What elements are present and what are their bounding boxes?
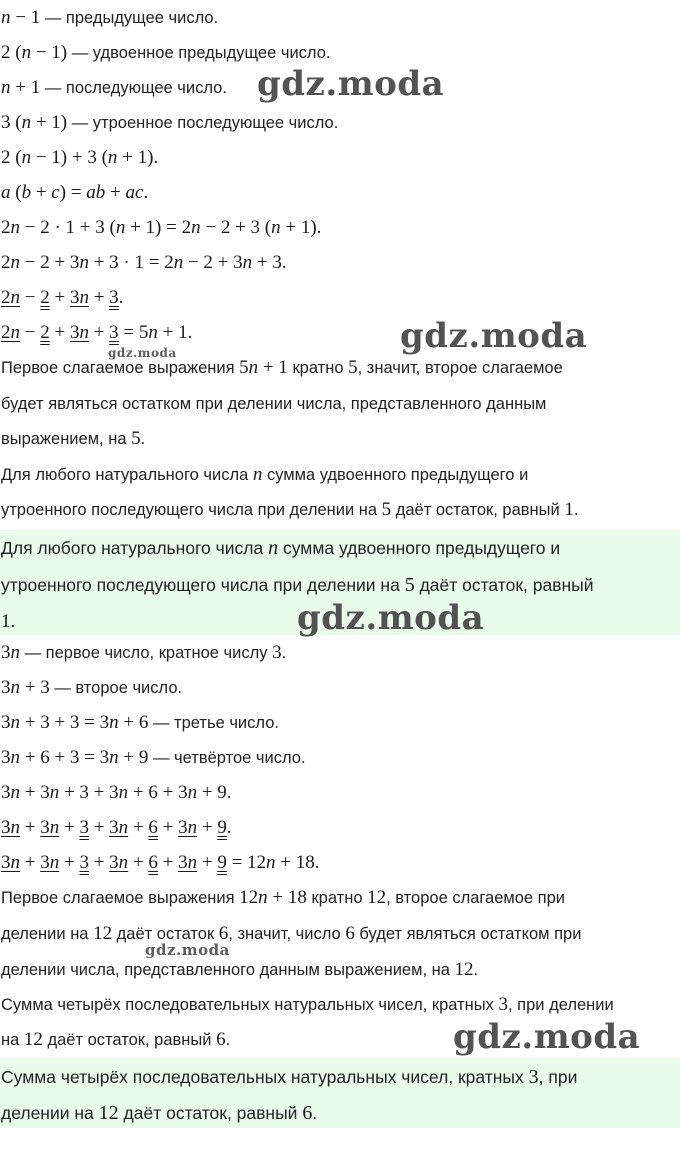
explain-line-3: выражением, на 5.: [1, 428, 146, 449]
formula-sum-four-result: 3n + 3n + 3 + 3n + 6 + 3n + 9 = 12n + 18.: [1, 852, 320, 873]
formula-sum-four: 3n + 3n + 3 + 3n + 6 + 3n + 9.: [1, 782, 232, 803]
formula-distributive: a (b + c) = ab + ac.: [1, 182, 149, 203]
formula-expand-1: 2n − 2 · 1 + 3 (n + 1) = 2n − 2 + 3 (n + 1).: [1, 217, 322, 238]
watermark-logo-small: gdz.moda: [108, 346, 177, 360]
explain2-line-1: Первое слагаемое выражения 12n + 18 кратно 12, второе слагаемое при: [1, 887, 565, 908]
answer-1-line-1: Для любого натурального числа n сумма удвоенного предыдущего и: [1, 537, 561, 559]
formula-expand-2: 2n − 2 + 3n + 3 · 1 = 2n − 2 + 3n + 3.: [1, 252, 287, 273]
formula-sum: 2 (n − 1) + 3 (n + 1).: [1, 147, 159, 168]
watermark-logo-small: gdz.moda: [145, 941, 230, 959]
explain-line-2: будет являться остатком при делении числа, представленного данным: [1, 395, 547, 413]
answer-1-line-2: утроенного последующего числа при делении на 5 даёт остаток, равный: [1, 574, 594, 596]
line-second-number: 3n + 3 — второе число.: [1, 677, 183, 698]
formula-grouped: 2n − 2 + 3n + 3.: [1, 287, 124, 308]
line-prev-number: n − 1 — предыдущее число.: [1, 7, 219, 28]
watermark-logo: gdz.moda: [257, 64, 445, 104]
watermark-logo: gdz.moda: [297, 598, 485, 638]
answer-2-line-2: делении на 12 даёт остаток, равный 6.: [1, 1102, 318, 1124]
line-tripled-next: 3 (n + 1) — утроенное последующее число.: [1, 112, 339, 133]
formula-sum-four-grouped: 3n + 3n + 3 + 3n + 6 + 3n + 9.: [1, 817, 232, 838]
conclusion2-line-2: на 12 даёт остаток, равный 6.: [1, 1029, 231, 1050]
line-doubled-prev: 2 (n − 1) — удвоенное предыдущее число.: [1, 42, 331, 63]
line-third-number: 3n + 3 + 3 = 3n + 6 — третье число.: [1, 712, 279, 733]
watermark-logo: gdz.moda: [453, 1017, 641, 1057]
conclusion-line-1: Для любого натурального числа n сумма удвоенного предыдущего и: [1, 464, 529, 485]
explain-line-1: Первое слагаемое выражения 5n + 1 кратно 5, значит, второе слагаемое: [1, 357, 563, 378]
conclusion-line-2: утроенного последующего числа при делении на 5 даёт остаток, равный 1.: [1, 499, 579, 520]
answer-2-line-1: Сумма четырёх последовательных натуральных чисел, кратных 3, при: [1, 1066, 578, 1088]
line-fourth-number: 3n + 6 + 3 = 3n + 9 — четвёртое число.: [1, 747, 306, 768]
conclusion2-line-1: Сумма четырёх последовательных натуральных чисел, кратных 3, при делении: [1, 994, 614, 1015]
watermark-logo: gdz.moda: [400, 316, 588, 356]
formula-result: 2n − 2 + 3n + 3 = 5n + 1.: [1, 322, 193, 343]
explain2-line-2: делении на 12 даёт остаток 6, значит, число 6 будет являться остатком при: [1, 923, 582, 944]
line-first-multiple: 3n — первое число, кратное числу 3.: [1, 642, 287, 663]
answer-1-line-3: 1.: [1, 611, 16, 632]
line-next-number: n + 1 — последующее число.: [1, 77, 227, 98]
explain2-line-3: делении числа, представленного данным выражением, на 12.: [1, 959, 479, 980]
